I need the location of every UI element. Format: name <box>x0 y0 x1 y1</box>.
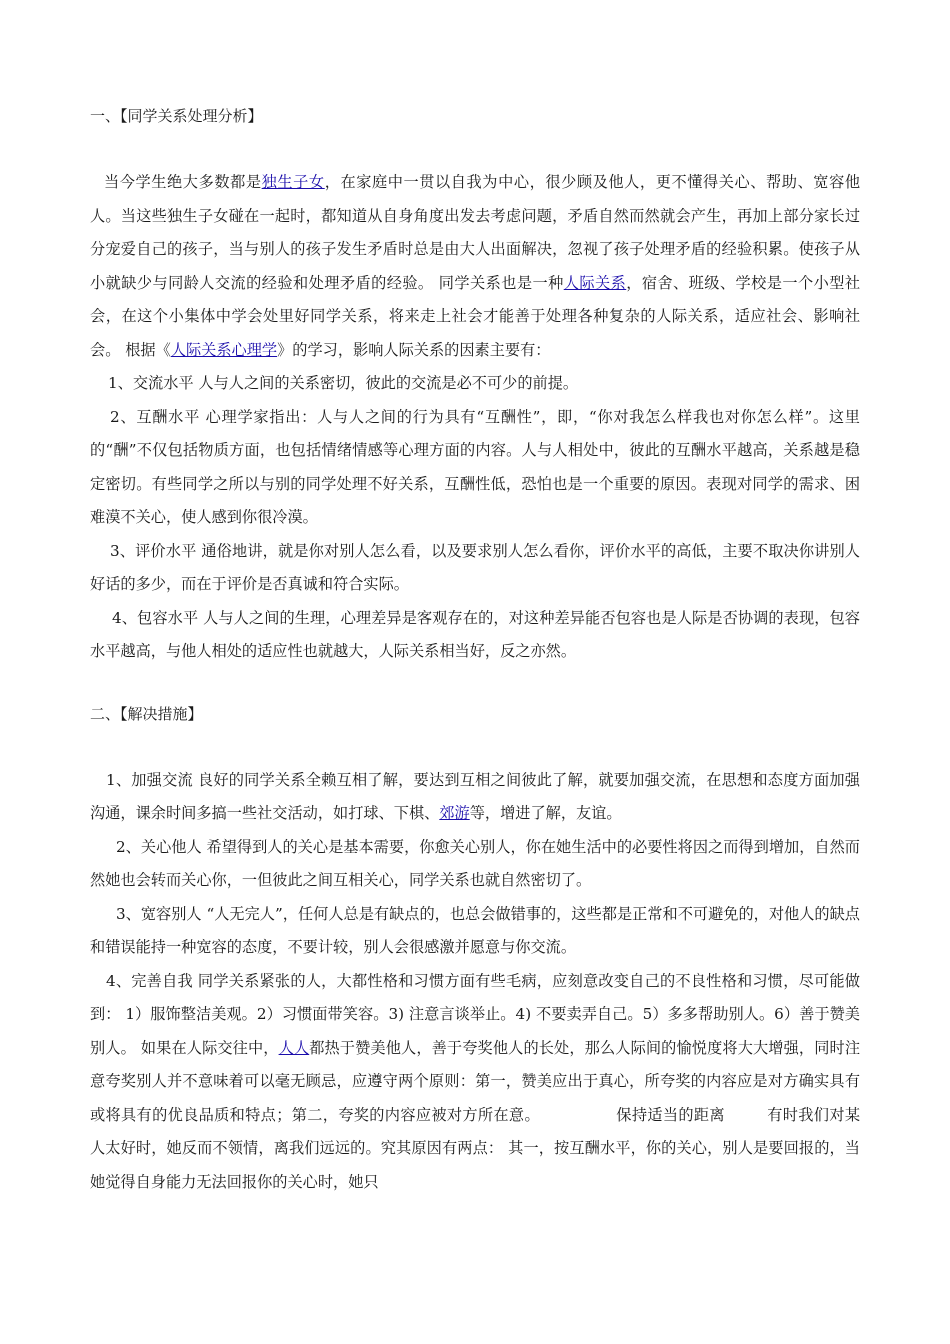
factor-item-reciprocity: 2、互酬水平 心理学家指出：人与人之间的行为具有“互酬性”，即，“你对我怎么样我也对你怎么样”。这里的“酬”不仅包括物质方面，也包括情绪情感等心理方面的内容。人与人相处中，彼此的互酬水平越高，关系越是稳定密切。有些同学之所以与别的同学处理不好关系，互酬性低，恐怕也是一个重要的原因。表现对同学的需求、困难漠不关心，使人感到你很冷漠。 <box>90 407 860 526</box>
link-everyone[interactable]: 人人 <box>278 1038 310 1057</box>
intro-paragraph <box>90 166 860 367</box>
factor-item-evaluation: 3、评价水平 通俗地讲，就是你对别人怎么看，以及要求别人怎么看你，评价水平的高低，主要不取决你讲别人好话的多少，而在于评价是否真诚和符合实际。 <box>90 541 860 593</box>
solution-1-text-1: 1、加强交流 良好的同学关系全赖互相了解，要达到互相之间彼此了解，就要加强交流，在思想和态度方面加强沟通，课余时间多搞一些社交活动，如打球、下棋、 <box>90 770 860 822</box>
link-only-child[interactable]: 独生子女 <box>261 173 325 191</box>
intro-text-1: 当今学生绝大多数都是 <box>104 173 262 191</box>
solution-4-text-4: 有时我们对某人太好时，她反而不领情，离我们远远的。究其原因有两点： 其一，按互酬水平，你的关心，别人是要回报的，当她觉得自身能力无法回报你的关心时，她只 <box>90 1105 861 1191</box>
intro-text-4: 》的学习，影响人际关系的因素主要有： <box>277 340 551 359</box>
link-interpersonal-psychology[interactable]: 人际关系心理学 <box>170 340 278 359</box>
solution-item-self-improvement <box>90 965 860 1200</box>
intro-text-3: ，宿舍、班级、学校是一个小型社会，在这个小集体中学会处里好同学关系，将来走上社会才能善于处理各种复杂的人际关系，适应社会、影响社会。 根据《 <box>90 273 861 359</box>
solution-4-text-2: 都热于赞美他人，善于夸奖他人的长处，那么人际间的愉悦度将大大增强，同时注意夸奖别人并不意味着可以毫无顾忌，应遵守两个原则：第一，赞美应出于真心，所夸奖的内容应是对方确实具有或将具有的优良品质和特点；第二，夸奖的内容应被对方所在意。 <box>90 1038 861 1124</box>
solution-item-communication <box>90 764 860 831</box>
factor-item-tolerance: 4、包容水平 人与人之间的生理，心理差异是客观存在的，对这种差异能否包容也是人际是否协调的表现，包容水平越高，与他人相处的适应性也就越大，人际关系相当好，反之亦然。 <box>90 608 860 660</box>
document-page <box>90 100 860 1199</box>
section-heading-analysis: 一、【同学关系处理分析】 <box>90 107 263 125</box>
link-outing[interactable]: 郊游 <box>439 804 470 822</box>
section-heading-solutions: 二、【解决措施】 <box>90 704 203 723</box>
factor-item-communication: 1、交流水平 人与人之间的关系密切，彼此的交流是必不可少的前提。 <box>108 374 579 392</box>
link-interpersonal-relations[interactable]: 人际关系 <box>563 273 627 292</box>
keep-distance-label: 保持适当的距离 <box>615 1105 725 1124</box>
solution-1-text-2: 等，增进了解，友谊。 <box>469 804 622 822</box>
intro-text-2: ，在家庭中一贯以自我为中心，很少顾及他人，更不懂得关心、帮助、宽容他人。当这些独生子女碰在一起时，都知道从自身角度出发去考虑问题，矛盾自然而然就会产生，再加上部分家长过分宠爱自己的孩子，当与别人的孩子发生矛盾时总是由大人出面解决，忽视了孩子处理矛盾的经验积累。使孩子从小就缺少与同龄人交流的经验和处理矛盾的经验。 同学关系也是一种 <box>90 173 861 292</box>
solution-4-text-1: 4、完善自我 同学关系紧张的人，大都性格和习惯方面有些毛病，应刻意改变自己的不良性格和习惯，尽可能做到： 1）服饰整洁美观。2）习惯面带笑容。3) 注意言谈举止。4) 不要卖弄自己。5）多多帮助别人。6）善于赞美别人。 如果在人际交往中， <box>90 971 860 1057</box>
solution-item-caring: 2、关心他人 希望得到人的关心是基本需要，你愈关心别人，你在她生活中的必要性将因之而得到增加，自然而然她也会转而关心你，一但彼此之间互相关心，同学关系也就自然密切了。 <box>90 837 860 889</box>
solution-item-tolerance: 3、宽容别人 “人无完人”，任何人总是有缺点的，也总会做错事的，这些都是正常和不可避免的，对他人的缺点和错误能持一种宽容的态度，不要计较，别人会很感激并愿意与你交流。 <box>90 904 860 956</box>
